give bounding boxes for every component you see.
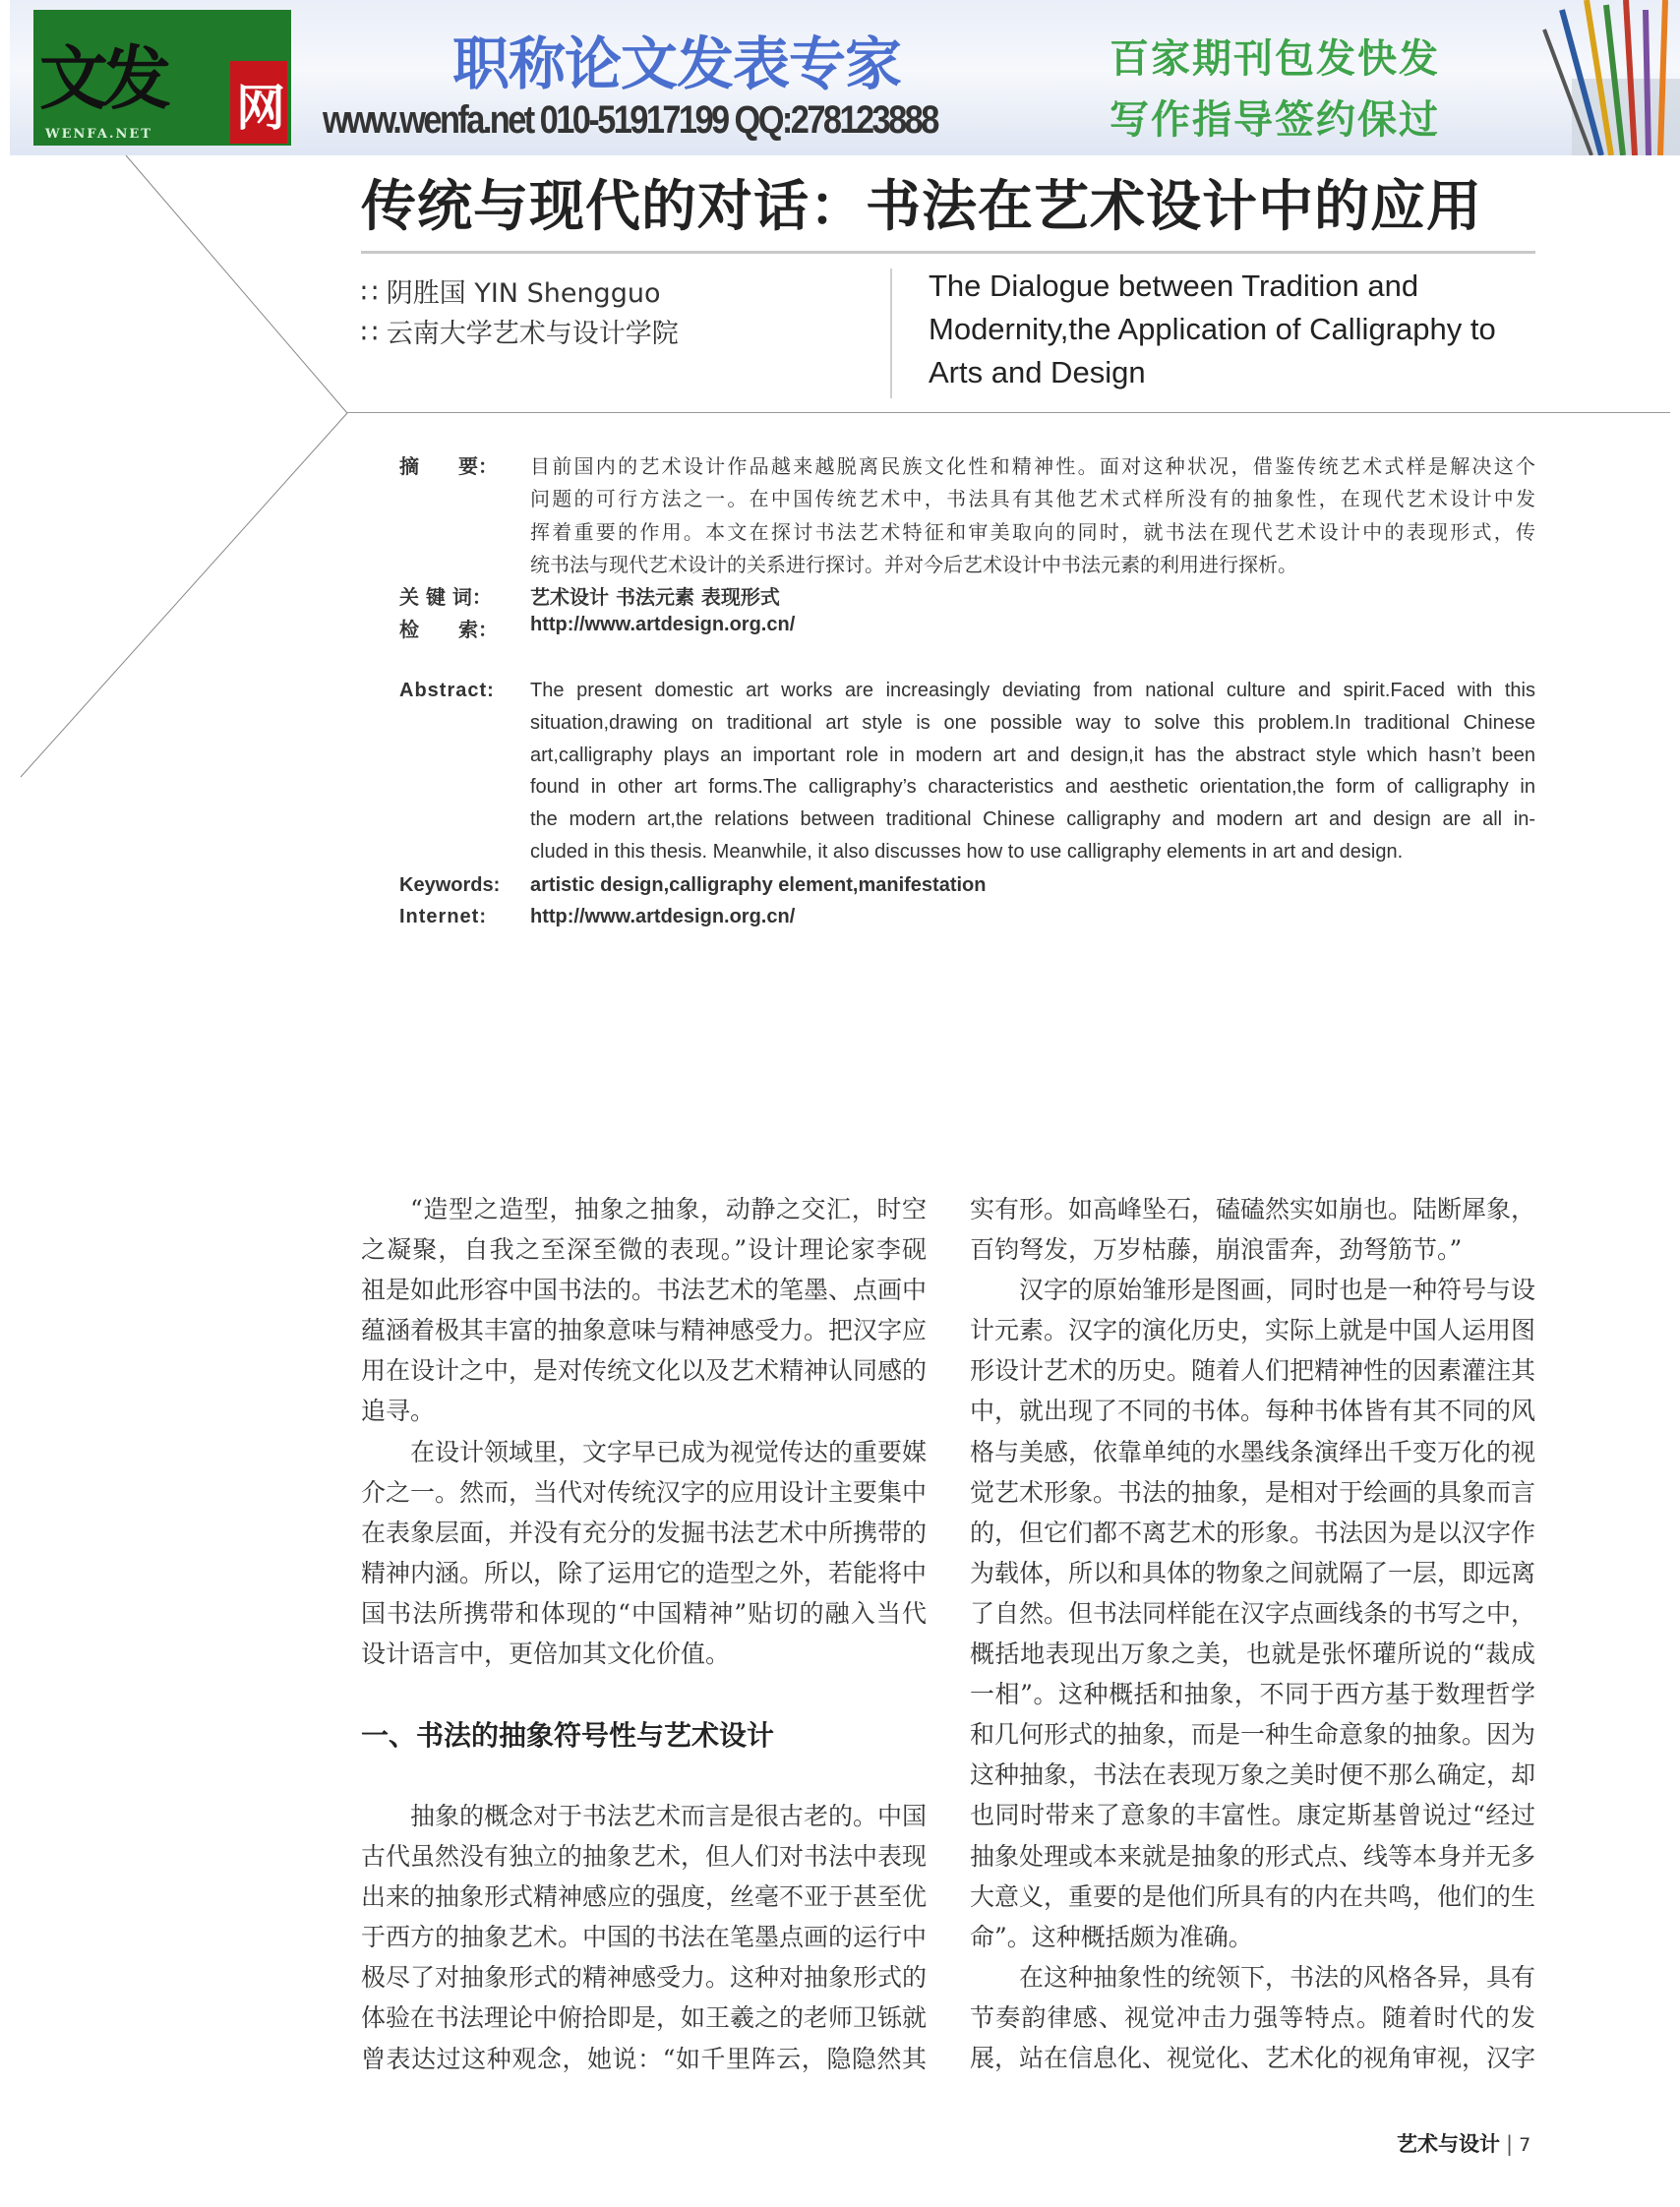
body-text-line: 了自然。但书法同样能在汉字点画线条的书写之中， (970, 1598, 1536, 1628)
index-url-link[interactable]: http://www.artdesign.org.cn/ (530, 614, 796, 635)
abstract-en-line: the modern art,the relations between traditional Chinese calligraphy and modern art and design are all in- (530, 808, 1535, 831)
body-text-line: 之凝聚，自我之至深至微的表现。”设计理论家李砚 (361, 1235, 927, 1265)
body-text-line: 一相”。这种概括和抽象，不同于西方基于数理哲学 (970, 1680, 1535, 1709)
body-text-line: 大意义，重要的是他们所具有的内在共鸣，他们的生 (970, 1881, 1536, 1911)
body-text-line: 于西方的抽象艺术。中国的书法在笔墨点画的运行中 (361, 1923, 928, 1952)
body-text-line: 概括地表现出万象之美，也就是张怀瓘所说的“裁成 (970, 1640, 1535, 1669)
banner-promo-line1: 百家期刊包发快发 (1110, 36, 1440, 82)
body-text-line: 抽象处理或本来就是抽象的形式点、线等本身并无多 (970, 1841, 1536, 1871)
body-text-line: 中，就出现了不同的书体。每种书体皆有其不同的风 (970, 1397, 1536, 1426)
body-text-line: 介之一。然而，当代对传统汉字的应用设计主要集中 (361, 1477, 928, 1507)
journal-name: 艺术与设计 (1397, 2132, 1500, 2156)
body-text-line: 国书法所携带和体现的“中国精神”贴切的融入当代 (361, 1598, 927, 1628)
abstract-cn-line: 挥着重要的作用。本文在探讨书法艺术特征和审美取向的同时，就书法在现代艺术设计中的表现形式，传 (530, 519, 1535, 544)
body-text-line: 精神内涵。所以，除了运用它的造型之外，若能将中 (361, 1558, 928, 1587)
article-title: 传统与现代的对话：书法在艺术设计中的应用 (361, 175, 1482, 239)
decorative-chevron-lines (0, 0, 393, 787)
body-text-line: 也同时带来了意象的丰富性。康定斯基曾说过“经过 (970, 1801, 1535, 1830)
body-text-line: 为载体，所以和具体的物象之间就隔了一层，即远离 (970, 1558, 1536, 1587)
body-text-line: 实有形。如高峰坠石，磕磕然实如崩也。陆断犀象， (970, 1195, 1536, 1223)
body-text-line: 节奏韵律感、视觉冲击力强等特点。随着时代的发 (970, 2002, 1535, 2032)
abstract-en-label: Abstract: (399, 680, 495, 701)
body-text-line: 极尽了对抽象形式的精神感受力。这种对抽象形式的 (361, 1963, 928, 1993)
author-name: ∷ 阴胜国 YIN Shengguo (361, 278, 661, 309)
body-text-line: 祖是如此形容中国书法的。书法艺术的笔墨、点画中 (361, 1276, 928, 1305)
abstract-en-line: situation,drawing on traditional art style is one possible way to solve this problem.In traditional Chinese (530, 711, 1535, 734)
logo-site: WENFA.NET (45, 127, 152, 142)
body-right-column (970, 1190, 1535, 2079)
body-left-column-bottom (361, 1797, 927, 2080)
abstract-en-line: art,calligraphy plays an important role in modern art and design,it has the abstract style which hasn’t been (530, 744, 1535, 766)
body-text-line: 曾表达过这种观念，她说：“如千里阵云，隐隐然其 (361, 2044, 927, 2073)
body-text-line: 百钧弩发，万岁枯藤，崩浪雷奔，劲弩筋节。” (970, 1235, 1463, 1265)
abstract-cn-line: 目前国内的艺术设计作品越来越脱离民族文化性和精神性。面对这种状况，借鉴传统艺术式样是解决这个 (530, 454, 1535, 478)
body-left-column-top (361, 1190, 927, 1675)
banner-promo-line2: 写作指导签约保过 (1110, 97, 1440, 143)
banner-slogan: 职称论文发表专家 (452, 30, 902, 97)
body-text-line: 在表象层面，并没有充分的发掘书法艺术中所携带的 (361, 1518, 928, 1547)
body-text-line: 在设计领域里，文字早已成为视觉传达的重要媒 (410, 1437, 928, 1466)
header-divider (347, 412, 1670, 413)
title-divider (361, 251, 1535, 254)
english-title-line: Arts and Design (929, 355, 1146, 389)
keywords-cn-label: 关 键 词： (399, 585, 492, 609)
page-footer (1397, 2128, 1530, 2158)
logo-text: 文发 (39, 37, 165, 119)
vertical-divider (890, 268, 892, 398)
index-label: 检 索： (399, 618, 498, 641)
body-text-line: 设计语言中，更倍加其文化价值。 (361, 1640, 731, 1669)
internet-url-link[interactable]: http://www.artdesign.org.cn/ (530, 906, 796, 927)
body-text-line: 在这种抽象性的统领下，书法的风格各异，具有 (1019, 1962, 1536, 1992)
body-text-line: 的，但它们都不离艺术的形象。书法因为是以汉字作 (970, 1518, 1536, 1547)
pencils-image (1532, 0, 1680, 155)
body-text-line: 计元素。汉字的演化历史，实际上就是中国人运用图 (970, 1316, 1536, 1345)
keywords-en-label: Keywords: (399, 874, 501, 896)
body-text-line: 和几何形式的抽象，而是一种生命意象的抽象。因为 (970, 1720, 1536, 1750)
page-number: 7 (1519, 2134, 1531, 2156)
body-text-line: 出来的抽象形式精神感应的强度，丝毫不亚于甚至优 (361, 1882, 928, 1912)
body-text-line: 追寻。 (361, 1397, 436, 1426)
body-text-line: 展，站在信息化、视觉化、艺术化的视角审视，汉字 (970, 2043, 1536, 2072)
body-text-line: 命”。这种概括颇为准确。 (970, 1922, 1253, 1951)
english-title-line: Modernity,the Application of Calligraphy to (929, 312, 1496, 346)
body-text-line: 形设计艺术的历史。随着人们把精神性的因素灌注其 (970, 1356, 1536, 1386)
body-text-line: 觉艺术形象。书法的抽象，是相对于绘画的具象而言 (970, 1477, 1536, 1507)
abstract-cn-line: 问题的可行方法之一。在中国传统艺术中，书法具有其他艺术式样所没有的抽象性，在现代艺术设计中发 (530, 487, 1535, 511)
abstract-cn-line: 统书法与现代艺术设计的关系进行探讨。并对今后艺术设计中书法元素的利用进行探析。 (530, 552, 1297, 576)
logo-red-text: 网 (236, 80, 285, 137)
body-text-line: 用在设计之中，是对传统文化以及艺术精神认同感的 (361, 1356, 928, 1386)
footer-separator: | (1506, 2132, 1514, 2156)
body-text-line: 汉字的原始雏形是图画，同时也是一种符号与设 (1019, 1276, 1536, 1305)
internet-label: Internet: (399, 906, 487, 927)
banner-contact: www.wenfa.net 010-51917199 QQ:278123888 (323, 98, 937, 142)
keywords-en: artistic design,calligraphy element,manifestation (530, 874, 987, 896)
abstract-cn-label: 摘 要： (399, 454, 498, 478)
body-text-line: 蕴涵着极其丰富的抽象意味与精神感受力。把汉字应 (361, 1316, 928, 1345)
body-text-line: 古代虽然没有独立的抽象艺术，但人们对书法中表现 (361, 1842, 928, 1872)
body-text-line: 体验在书法理论中俯拾即是，如王羲之的老师卫铄就 (361, 2003, 928, 2033)
abstract-en-line: found in other art forms.The calligraphy’s characteristics and aesthetic orientation,the form of calligraphy in (530, 776, 1535, 799)
keywords-cn: 艺术设计 书法元素 表现形式 (530, 585, 780, 609)
author-affiliation: ∷ 云南大学艺术与设计学院 (361, 319, 679, 349)
abstract-en-line: The present domestic art works are increasingly deviating from national culture and spirit.Faced with this (530, 680, 1535, 701)
body-text-line: 抽象的概念对于书法艺术而言是很古老的。中国 (410, 1802, 928, 1830)
english-title-line: The Dialogue between Tradition and (929, 268, 1419, 303)
body-text-line: 这种抽象，书法在表现万象之美时便不那么确定，却 (970, 1760, 1536, 1790)
section-heading: 一、书法的抽象符号性与艺术设计 (361, 1719, 775, 1752)
body-text-line: “造型之造型，抽象之抽象，动静之交汇，时空 (410, 1195, 927, 1223)
abstract-en-line: cluded in this thesis. Meanwhile, it also discusses how to use calligraphy elements in art and design. (530, 841, 1404, 863)
body-text-line: 格与美感，依靠单纯的水墨线条演绎出千变万化的视 (970, 1437, 1536, 1466)
